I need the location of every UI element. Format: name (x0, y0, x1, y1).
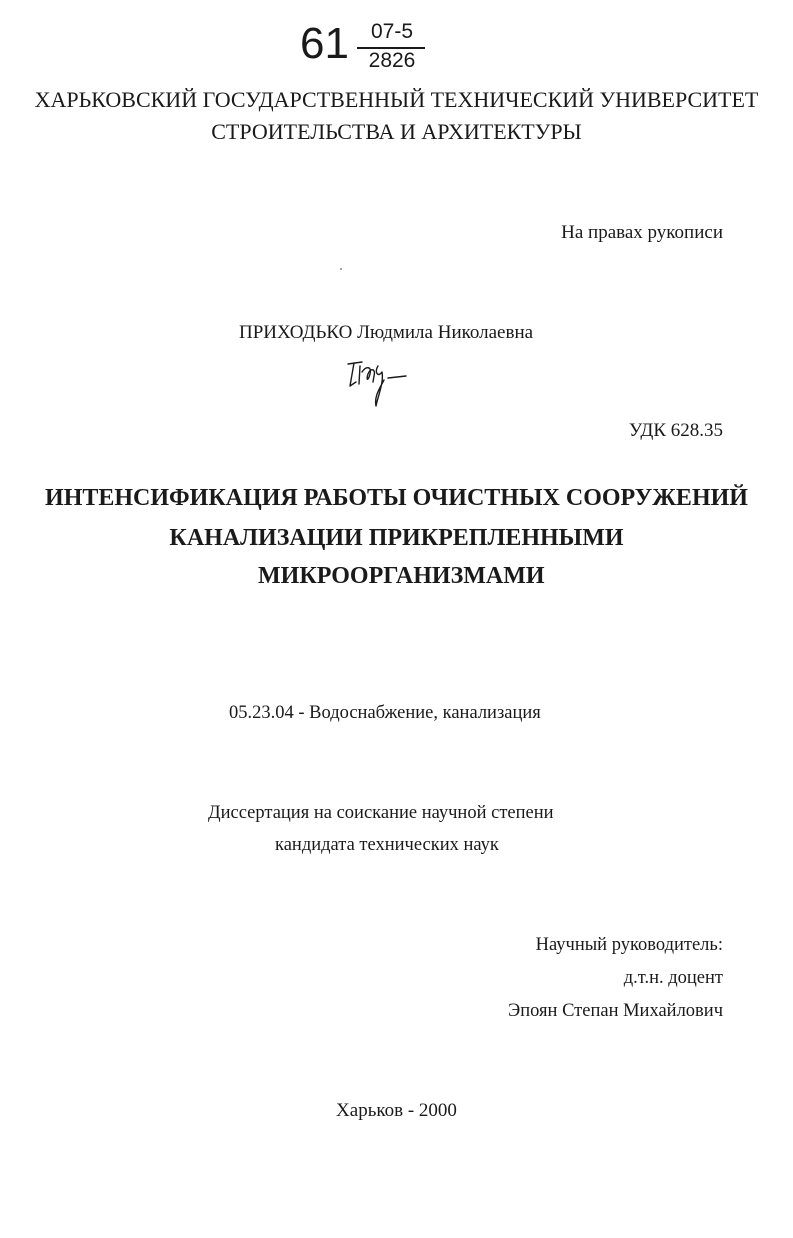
thesis-title-line-1: ИНТЕНСИФИКАЦИЯ РАБОТЫ ОЧИСТНЫХ СООРУЖЕНИЙ (45, 485, 748, 511)
supervisor-label: Научный руководитель: (535, 935, 723, 955)
signature-scribble (340, 352, 430, 410)
supervisor-degree: д.т.н. доцент (623, 968, 723, 988)
university-name-line-2: СТРОИТЕЛЬСТВА И АРХИТЕКТУРЫ (211, 119, 582, 144)
thesis-title-line-3: МИКРООРГАНИЗМАМИ (258, 563, 545, 589)
supervisor-name: Эпоян Степан Михайлович (508, 1001, 723, 1021)
scan-speck (340, 268, 342, 270)
university-name-line-1: ХАРЬКОВСКИЙ ГОСУДАРСТВЕННЫЙ ТЕХНИЧЕСКИЙ УНИВЕРСИТЕТ (34, 87, 759, 112)
city-year: Харьков - 2000 (336, 1100, 457, 1121)
author-name: ПРИХОДЬКО Людмила Николаевна (239, 322, 534, 343)
thesis-title-line-2: КАНАЛИЗАЦИИ ПРИКРЕПЛЕННЫМИ (169, 525, 624, 551)
dissertation-line-1: Диссертация на соискание научной степени (208, 803, 554, 823)
registry-denominator: 2826 (368, 49, 416, 72)
specialty-code: 05.23.04 - Водоснабжение, канализация (229, 703, 541, 723)
udk-code: УДК 628.35 (628, 420, 723, 441)
registry-number: 61 (300, 19, 349, 68)
manuscript-rights-notice: На правах рукописи (561, 222, 723, 243)
dissertation-line-2: кандидата технических наук (275, 835, 499, 855)
registry-numerator: 07-5 (370, 20, 414, 43)
